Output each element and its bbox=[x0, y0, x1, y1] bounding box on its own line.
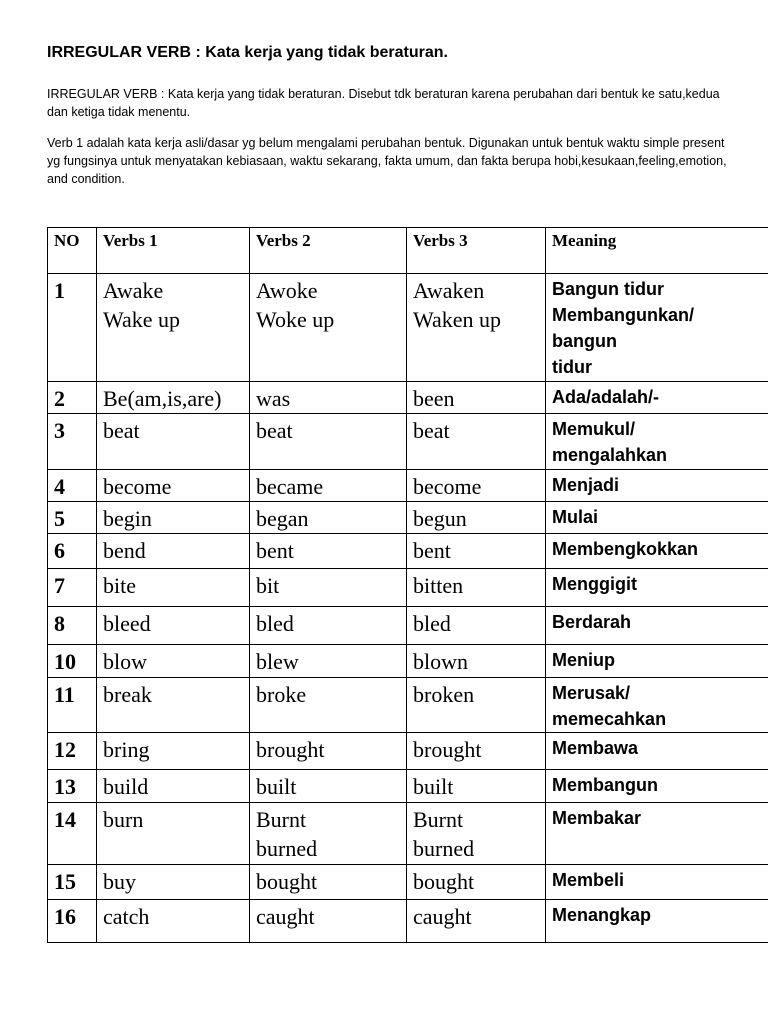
meaning-text: Membengkokkan bbox=[552, 539, 699, 559]
verb-form-3-cell bbox=[407, 414, 546, 470]
verb-form-3: been bbox=[413, 386, 455, 411]
verb-form-3-cell bbox=[407, 502, 546, 534]
meaning-cell bbox=[546, 502, 768, 534]
verb-form-2: Woke up bbox=[256, 307, 335, 332]
verb-form-3-cell bbox=[407, 770, 546, 803]
row-number: 3 bbox=[48, 414, 97, 470]
verb-form-3: blown bbox=[413, 649, 468, 674]
meaning-cell bbox=[546, 470, 768, 502]
meaning-cell bbox=[546, 733, 768, 770]
table-row bbox=[48, 470, 768, 502]
verb-form-2: broke bbox=[256, 682, 307, 707]
verb-form-1: catch bbox=[103, 904, 150, 929]
table-row bbox=[48, 382, 768, 414]
header-verbs-1: Verbs 1 bbox=[97, 228, 250, 274]
verb-form-3: Burnt bbox=[413, 807, 464, 832]
row-number: 16 bbox=[48, 900, 97, 943]
row-number: 12 bbox=[48, 733, 97, 770]
meaning-text: tidur bbox=[552, 357, 592, 377]
meaning-cell bbox=[546, 645, 768, 678]
verb-form-2: bit bbox=[256, 573, 280, 598]
meaning-cell bbox=[546, 607, 768, 645]
verb-form-2: was bbox=[256, 386, 291, 411]
row-number: 5 bbox=[48, 502, 97, 534]
row-number: 2 bbox=[48, 382, 97, 414]
row-number: 7 bbox=[48, 569, 97, 607]
verb-form-1-cell bbox=[97, 382, 250, 414]
meaning-text: Membeli bbox=[552, 870, 625, 890]
meaning-text: Ada/adalah/- bbox=[552, 387, 660, 407]
meaning-text: Mulai bbox=[552, 507, 599, 527]
intro-paragraph: IRREGULAR VERB : Kata kerja yang tidak beraturan. Disebut tdk beraturan karena perubahan dari bentuk ke satu,kedua dan ketiga tidak menentu. bbox=[47, 87, 720, 119]
verb-form-1-cell bbox=[97, 274, 250, 382]
verb-form-3: become bbox=[413, 474, 482, 499]
verb-form-2: began bbox=[256, 506, 309, 531]
table-row bbox=[48, 274, 768, 382]
meaning-text: Bangun tidur bbox=[552, 279, 664, 299]
meaning-text: mengalahkan bbox=[552, 445, 668, 465]
verb-form-1: buy bbox=[103, 869, 136, 894]
verb-form-3: caught bbox=[413, 904, 472, 929]
verb-form-2-cell bbox=[250, 534, 407, 569]
meaning-text: Berdarah bbox=[552, 612, 632, 632]
row-number: 15 bbox=[48, 865, 97, 900]
verb-form-2-cell bbox=[250, 900, 407, 943]
table-row bbox=[48, 569, 768, 607]
verb-form-3-cell bbox=[407, 274, 546, 382]
verb-form-3: bought bbox=[413, 869, 475, 894]
table-row bbox=[48, 502, 768, 534]
verb-form-3-cell bbox=[407, 569, 546, 607]
meaning-cell bbox=[546, 414, 768, 470]
verb-form-1: become bbox=[103, 474, 172, 499]
verb-form-3: beat bbox=[413, 418, 450, 443]
verb-form-3-cell bbox=[407, 678, 546, 733]
verb-form-2: built bbox=[256, 774, 297, 799]
table-row bbox=[48, 607, 768, 645]
verb-form-3-cell bbox=[407, 803, 546, 865]
verb-form-2-cell bbox=[250, 502, 407, 534]
table-header-row bbox=[48, 228, 768, 274]
verb-form-3-cell bbox=[407, 607, 546, 645]
meaning-cell bbox=[546, 534, 768, 569]
table-row bbox=[48, 803, 768, 865]
verb-form-3: begun bbox=[413, 506, 467, 531]
verb-form-3: broken bbox=[413, 682, 475, 707]
verb-form-3: built bbox=[413, 774, 454, 799]
meaning-cell bbox=[546, 274, 768, 382]
verb-form-1: beat bbox=[103, 418, 140, 443]
verb-form-1: bend bbox=[103, 538, 146, 563]
meaning-text: Merusak/ bbox=[552, 683, 631, 703]
verb-form-1: Be(am,is,are) bbox=[103, 386, 222, 411]
row-number: 11 bbox=[48, 678, 97, 733]
document-title: IRREGULAR VERB : Kata kerja yang tidak beraturan. bbox=[47, 44, 448, 61]
verb-form-2-cell bbox=[250, 470, 407, 502]
verb-form-3: burned bbox=[413, 836, 475, 861]
header-meaning: Meaning bbox=[546, 228, 768, 274]
verb-form-1-cell bbox=[97, 645, 250, 678]
verb-form-3: brought bbox=[413, 737, 482, 762]
verb-form-3-cell bbox=[407, 733, 546, 770]
verb-form-1-cell bbox=[97, 414, 250, 470]
verb-form-2: became bbox=[256, 474, 324, 499]
meaning-text: Membawa bbox=[552, 738, 639, 758]
meaning-text: Membangunkan/ bbox=[552, 305, 695, 325]
meaning-cell bbox=[546, 678, 768, 733]
table-row bbox=[48, 900, 768, 943]
table-row bbox=[48, 770, 768, 803]
verb-form-1: bleed bbox=[103, 611, 151, 636]
row-number: 10 bbox=[48, 645, 97, 678]
meaning-cell bbox=[546, 865, 768, 900]
table-body bbox=[48, 274, 768, 943]
verb-form-3-cell bbox=[407, 865, 546, 900]
verb-form-2-cell bbox=[250, 274, 407, 382]
meaning-text: Menggigit bbox=[552, 574, 637, 594]
table-row bbox=[48, 865, 768, 900]
verb-form-1-cell bbox=[97, 607, 250, 645]
verb-form-1-cell bbox=[97, 569, 250, 607]
verb-form-2-cell bbox=[250, 569, 407, 607]
irregular-verb-table bbox=[47, 227, 768, 943]
verb-form-2-cell bbox=[250, 414, 407, 470]
verb-form-3-cell bbox=[407, 382, 546, 414]
meaning-text: Membakar bbox=[552, 808, 642, 828]
meaning-text: Menjadi bbox=[552, 475, 620, 495]
verb-form-3-cell bbox=[407, 470, 546, 502]
table-row bbox=[48, 645, 768, 678]
verb-form-2-cell bbox=[250, 645, 407, 678]
meaning-text: Membangun bbox=[552, 775, 658, 795]
meaning-cell bbox=[546, 770, 768, 803]
verb-form-2-cell bbox=[250, 770, 407, 803]
verb1-definition-paragraph: Verb 1 adalah kata kerja asli/dasar yg belum mengalami perubahan bentuk. Digunakan untuk bentuk waktu simple present yg fungsinya untuk menyatakan kebiasaan, waktu sekarang, fakta umum, dan fakta berupa hobi,kesukaan,feeling,emotion, and condition. bbox=[47, 136, 727, 186]
table-row bbox=[48, 414, 768, 470]
meaning-text: memecahkan bbox=[552, 709, 667, 729]
verb-form-1-cell bbox=[97, 865, 250, 900]
table-row bbox=[48, 534, 768, 569]
verb-form-2-cell bbox=[250, 733, 407, 770]
verb-form-1: build bbox=[103, 774, 149, 799]
verb-form-2-cell bbox=[250, 803, 407, 865]
verb-form-2: bent bbox=[256, 538, 294, 563]
verb-form-2: beat bbox=[256, 418, 293, 443]
meaning-cell bbox=[546, 382, 768, 414]
row-number: 4 bbox=[48, 470, 97, 502]
row-number: 8 bbox=[48, 607, 97, 645]
verb-form-2: blew bbox=[256, 649, 299, 674]
verb-form-1-cell bbox=[97, 900, 250, 943]
verb-form-2: caught bbox=[256, 904, 315, 929]
table-row bbox=[48, 678, 768, 733]
verb-form-2: bled bbox=[256, 611, 294, 636]
row-number: 13 bbox=[48, 770, 97, 803]
verb-form-1: begin bbox=[103, 506, 152, 531]
verb-form-2-cell bbox=[250, 865, 407, 900]
verb-form-3: bitten bbox=[413, 573, 464, 598]
verb-form-1: bring bbox=[103, 737, 150, 762]
verb-form-2: Awoke bbox=[256, 278, 318, 303]
meaning-text: Memukul/ bbox=[552, 419, 636, 439]
verb-form-1: Wake up bbox=[103, 307, 181, 332]
meaning-cell bbox=[546, 900, 768, 943]
verb-form-1: blow bbox=[103, 649, 147, 674]
verb-form-1: Awake bbox=[103, 278, 164, 303]
verb-form-1-cell bbox=[97, 678, 250, 733]
verb-form-2-cell bbox=[250, 607, 407, 645]
verb-form-3: bled bbox=[413, 611, 451, 636]
verb-form-3-cell bbox=[407, 534, 546, 569]
row-number: 1 bbox=[48, 274, 97, 382]
row-number: 6 bbox=[48, 534, 97, 569]
row-number: 14 bbox=[48, 803, 97, 865]
verb-form-1-cell bbox=[97, 733, 250, 770]
verb-form-1-cell bbox=[97, 470, 250, 502]
verb-form-1: break bbox=[103, 682, 152, 707]
verb-form-2: bought bbox=[256, 869, 318, 894]
verb-form-1: burn bbox=[103, 807, 144, 832]
header-no: NO bbox=[48, 228, 97, 274]
verb-form-2: Burnt bbox=[256, 807, 307, 832]
meaning-text: Meniup bbox=[552, 650, 615, 670]
meaning-text: Menangkap bbox=[552, 905, 652, 925]
verb-form-2: brought bbox=[256, 737, 325, 762]
verb-form-2-cell bbox=[250, 382, 407, 414]
verb-form-1-cell bbox=[97, 770, 250, 803]
meaning-cell bbox=[546, 569, 768, 607]
verb-form-3: bent bbox=[413, 538, 451, 563]
meaning-text: bangun bbox=[552, 331, 617, 351]
verb-form-3-cell bbox=[407, 900, 546, 943]
header-verbs-3: Verbs 3 bbox=[407, 228, 546, 274]
verb-form-2: burned bbox=[256, 836, 318, 861]
header-verbs-2: Verbs 2 bbox=[250, 228, 407, 274]
table-row bbox=[48, 733, 768, 770]
verb-form-3: Awaken bbox=[413, 278, 485, 303]
verb-form-1-cell bbox=[97, 534, 250, 569]
verb-form-1: bite bbox=[103, 573, 136, 598]
meaning-cell bbox=[546, 803, 768, 865]
verb-form-1-cell bbox=[97, 803, 250, 865]
verb-form-3-cell bbox=[407, 645, 546, 678]
verb-form-2-cell bbox=[250, 678, 407, 733]
verb-form-3: Waken up bbox=[413, 307, 502, 332]
verb-form-1-cell bbox=[97, 502, 250, 534]
